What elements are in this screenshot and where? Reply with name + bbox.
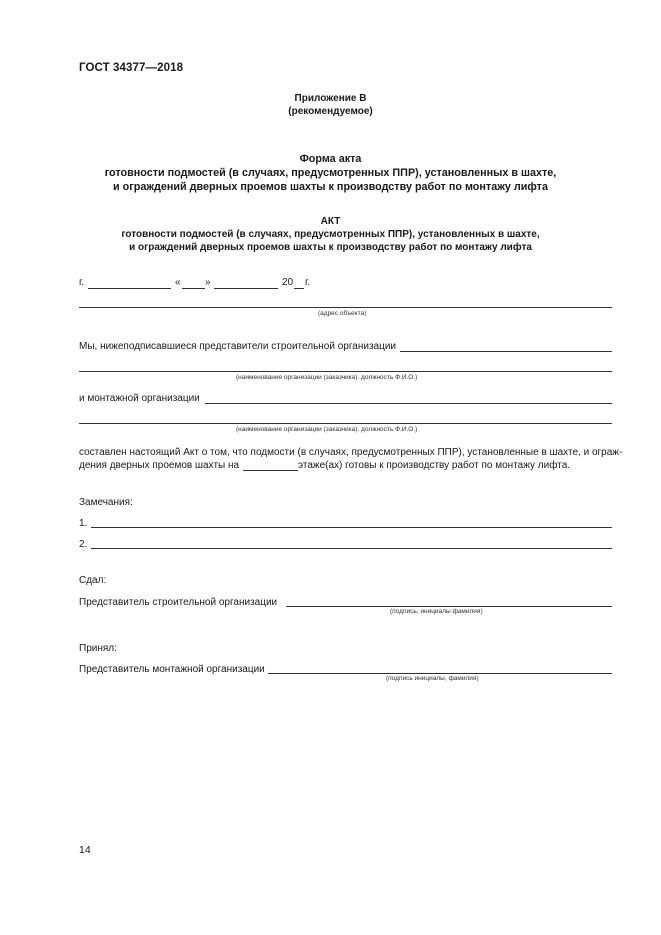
act-title-line2: готовности подмостей (в случаях, предусмотренных ППР), установленных в шахте, bbox=[121, 229, 540, 240]
page-number: 14 bbox=[79, 844, 91, 856]
standard-number: ГОСТ 34377—2018 bbox=[79, 62, 184, 74]
install-org-caption: (наименование организации (заказчика). должность Ф.И.О.) bbox=[236, 426, 418, 433]
year-suffix: г. bbox=[305, 277, 311, 288]
install-org-label: и монтажной организации bbox=[79, 393, 200, 404]
address-blank[interactable] bbox=[79, 307, 612, 308]
form-title-line2: готовности подмостей (в случаях, предусмотренных ППР), установленных в шахте, bbox=[104, 167, 557, 179]
handed-rep-label: Представитель строительной организации bbox=[79, 597, 278, 608]
city-blank[interactable] bbox=[88, 288, 171, 289]
accepted-label: Принял: bbox=[79, 643, 117, 654]
year-blank[interactable] bbox=[294, 288, 304, 289]
handed-label: Сдал: bbox=[79, 575, 107, 586]
day-blank[interactable] bbox=[182, 288, 205, 289]
handed-signature-blank[interactable] bbox=[286, 606, 612, 607]
accepted-signature-caption: (подпись инициалы, фамилия) bbox=[386, 675, 479, 682]
act-title-line1: АКТ bbox=[320, 216, 341, 227]
quote-open: « bbox=[175, 277, 181, 288]
composed-line2-a: дения дверных проемов шахты на bbox=[79, 460, 240, 471]
year-prefix: 20 bbox=[282, 277, 294, 288]
remark-item-2-blank[interactable] bbox=[91, 548, 612, 549]
city-prefix: г. bbox=[79, 277, 85, 288]
builder-org-caption: (наименование организации (заказчика). должность Ф.И.О.) bbox=[236, 374, 418, 381]
composed-line2-b: этаже(ах) готовы к производству работ по монтажу лифта. bbox=[298, 460, 571, 471]
act-title-line3: и ограждений дверных проемов шахты к производству работ по монтажу лифта bbox=[129, 242, 532, 253]
remark-item-2-number: 2. bbox=[79, 539, 88, 550]
composed-line1: составлен настоящий Акт о том, что подмости (в случаях, предусмотренных ППР), установленные в шахте, и ограж- bbox=[79, 447, 623, 458]
we-signed-label: Мы, нижеподписавшиеся представители строительной организации bbox=[79, 341, 396, 352]
form-title-line1: Форма акта bbox=[299, 153, 362, 165]
remark-item-1-number: 1. bbox=[79, 518, 88, 529]
accepted-rep-label: Представитель монтажной организации bbox=[79, 664, 265, 675]
builder-org-blank[interactable] bbox=[400, 351, 612, 352]
month-blank[interactable] bbox=[214, 288, 278, 289]
floor-blank[interactable] bbox=[243, 470, 298, 471]
install-org-blank-2[interactable] bbox=[79, 423, 612, 424]
address-caption: (адрес объекта) bbox=[318, 310, 367, 317]
remark-item-1-blank[interactable] bbox=[91, 527, 612, 528]
install-org-blank[interactable] bbox=[205, 403, 612, 404]
appendix-title: Приложение В bbox=[294, 93, 367, 104]
appendix-status: (рекомендуемое) bbox=[288, 106, 373, 117]
builder-org-blank-2[interactable] bbox=[79, 371, 612, 372]
remarks-label: Замечания: bbox=[79, 497, 133, 508]
handed-signature-caption: (подпись, инициалы фамилия) bbox=[390, 608, 483, 615]
form-title-line3: и ограждений дверных проемов шахты к производству работ по монтажу лифта bbox=[113, 181, 548, 193]
quote-close: » bbox=[205, 277, 211, 288]
accepted-signature-blank[interactable] bbox=[268, 673, 612, 674]
